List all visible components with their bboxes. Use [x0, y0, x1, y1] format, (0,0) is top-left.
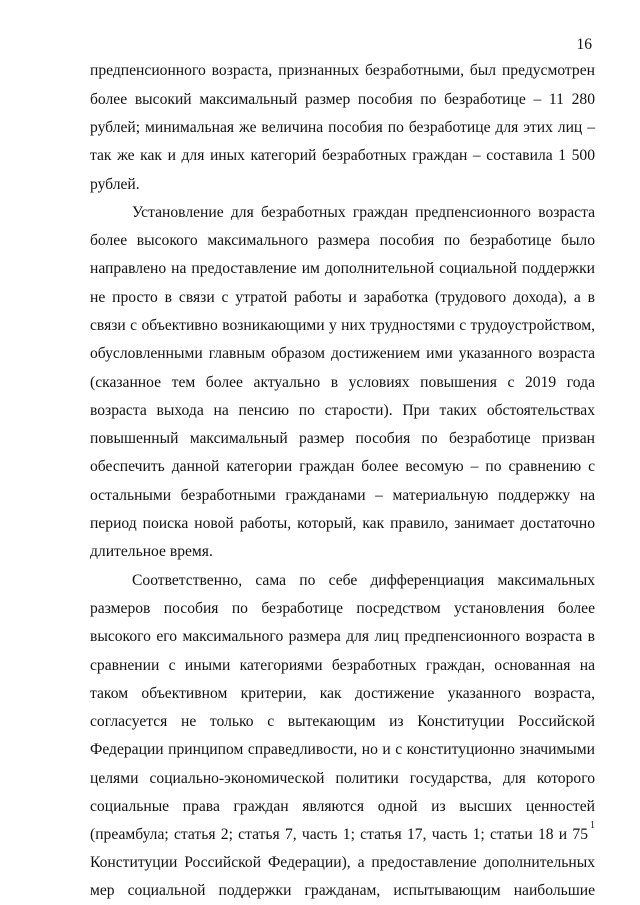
- text-line: не просто в связи с утратой работы и заработка (трудового дохода), а в: [90, 289, 595, 306]
- text-line: обусловленными главным образом достижением ими указанного возраста: [90, 345, 595, 362]
- text-line: социальные права граждан являются одной из высших ценностей: [90, 798, 595, 815]
- text-line: Конституции Российской Федерации), а предоставление дополнительных: [90, 854, 595, 871]
- page-number: 16: [576, 36, 592, 53]
- text-line: рублей; минимальная же величина пособия по безработице для этих лиц –: [90, 119, 595, 136]
- text-line: обеспечить данной категории граждан более весомую – по сравнению с: [90, 458, 595, 475]
- text-line: период поиска новой работы, который, как правило, занимает достаточно: [90, 515, 595, 532]
- text-line: рублей.: [90, 176, 140, 193]
- text-line: (сказанное тем более актуально в условиях повышения с 2019 года: [90, 374, 595, 391]
- text-line: остальными безработными гражданами – материальную поддержку на: [90, 487, 595, 504]
- text-line: сравнении с иными категориями безработных граждан, основанная на: [90, 657, 595, 674]
- text-line: согласуется не только с вытекающим из Конституции Российской: [90, 713, 595, 730]
- text-line: размеров пособия по безработице посредством установления более: [90, 600, 595, 617]
- text-line: высокого его максимального размера для лиц предпенсионного возраста в: [90, 628, 595, 645]
- text-line: Соответственно, сама по себе дифференциация максимальных: [132, 572, 595, 589]
- text-line: длительное время.: [90, 543, 213, 560]
- text-line: таком объективном критерии, как достижение указанного возраста,: [90, 685, 595, 702]
- footnote-superscript: 1: [590, 820, 595, 831]
- text-line: мер социальной поддержки гражданам, испытывающим наибольшие: [90, 882, 595, 899]
- text-line: более высокий максимальный размер пособия по безработице – 11 280: [90, 91, 595, 108]
- text-line: связи с объективно возникающими у них трудностями с трудоустройством,: [90, 317, 595, 334]
- text-line: направлено на предоставление им дополнительной социальной поддержки: [90, 260, 595, 277]
- text-line: Федерации принципом справедливости, но и с конституционно значимыми: [90, 741, 595, 758]
- text-line: возраста выхода на пенсию по старости). При таких обстоятельствах: [90, 402, 595, 419]
- text-line: (преамбула; статья 2; статья 7, часть 1; статья 17, часть 1; статьи 18 и 75: [90, 826, 588, 843]
- text-line: повышенный максимальный размер пособия по безработице призван: [90, 430, 595, 447]
- text-line: более высокого максимального размера пособия по безработице было: [90, 232, 595, 249]
- text-line: так же как и для иных категорий безработных граждан – составила 1 500: [90, 147, 595, 164]
- text-line: предпенсионного возраста, признанных безработными, был предусмотрен: [90, 62, 595, 79]
- text-line: целями социально-экономической политики государства, для которого: [90, 770, 595, 787]
- text-line: Установление для безработных граждан предпенсионного возраста: [132, 204, 595, 221]
